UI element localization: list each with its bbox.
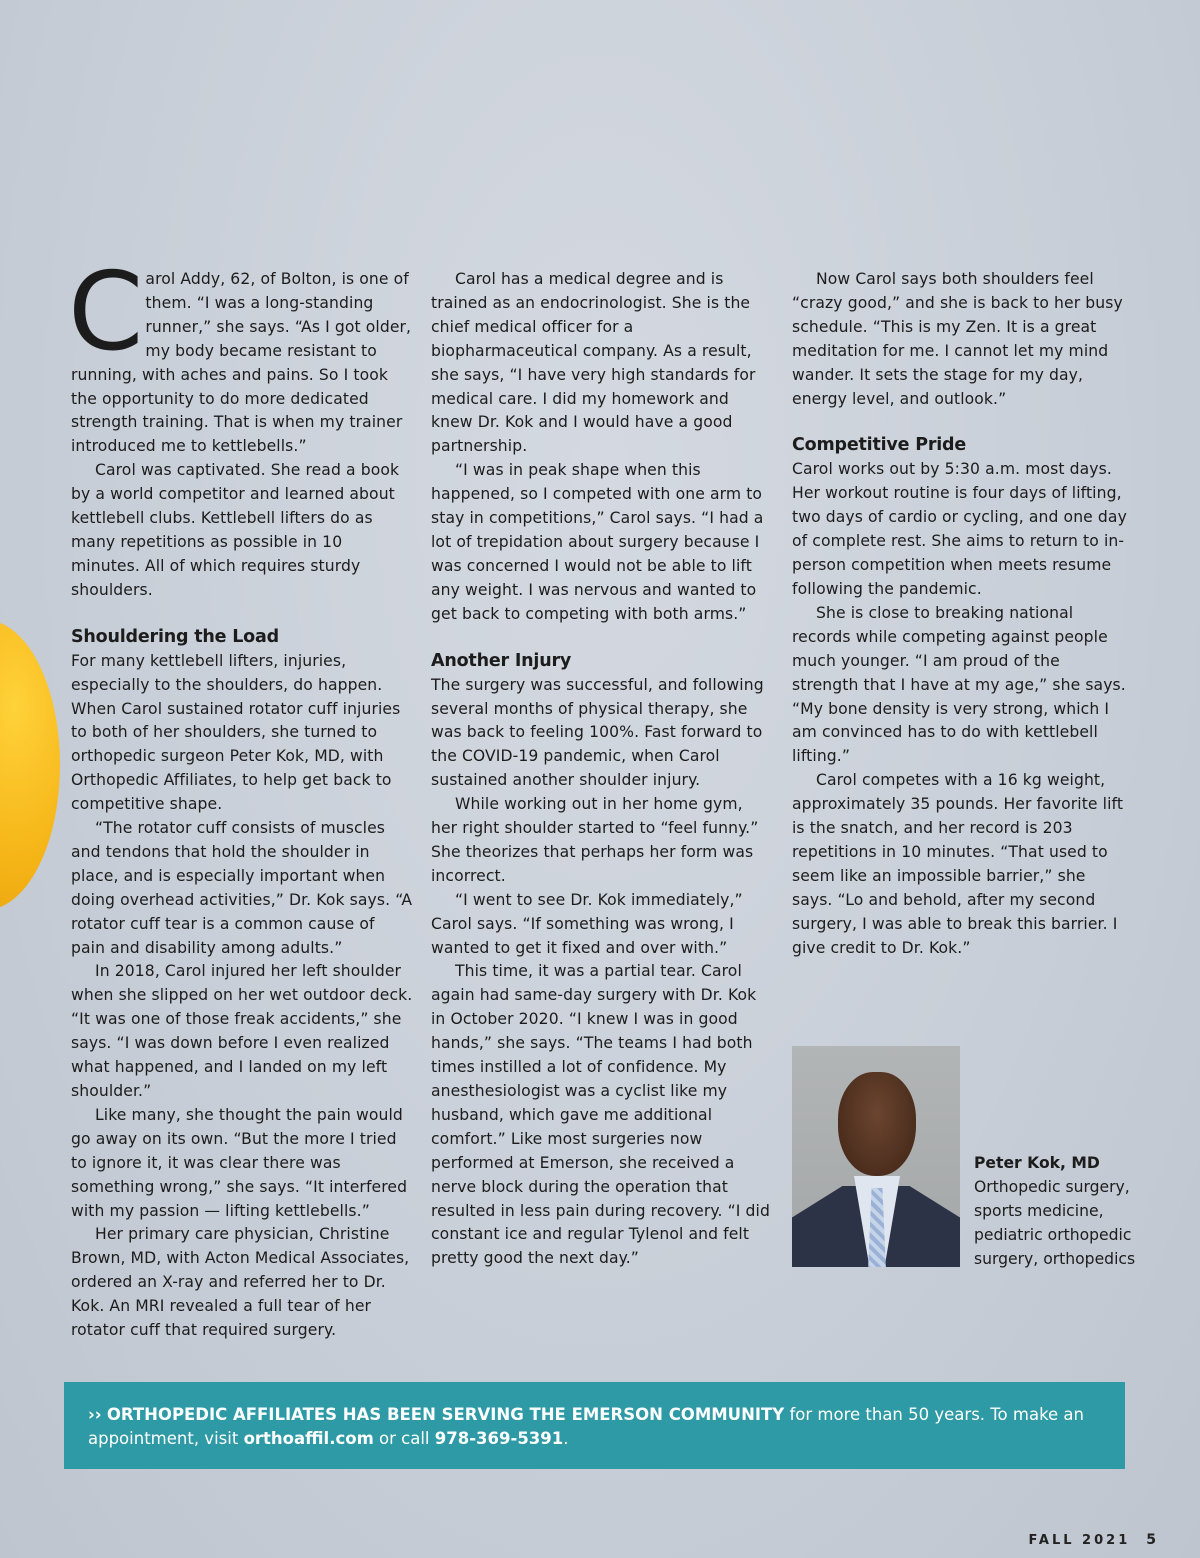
paragraph: This time, it was a partial tear. Carol again had same-day surgery with Dr. Kok in October 2020. “I knew I was in good hands,” she says. “The teams I had both times instilled a lot of confidence. My anesthesiologist was a cyclist like my husband, which gave me additional comfort.” Like most surgeries now performed at Emerson, she received a nerve block during the operation that resulted in less pain during recovery. “I did constant ice and regular Tylenol and felt pretty good the next day.” <box>431 962 770 1268</box>
banner-text: . <box>563 1429 569 1448</box>
paragraph: arol Addy, 62, of Bolton, is one of them. “I was a long-standing runner,” she says. “As I got older, my body became resistant to running, with aches and pains. So I took the opportunity to do more dedicated strength training. That is when my trainer introduced me to kettlebells.” <box>71 270 412 456</box>
page-footer <box>1029 1532 1156 1548</box>
section-heading: Shouldering the Load <box>71 626 279 647</box>
paragraph: Carol works out by 5:30 a.m. most days. Her workout routine is four days of lifting, two days of cardio or cycling, and one day of complete rest. She aims to return to in-person competition when meets resume following the pandemic. <box>792 460 1127 598</box>
paragraph: Like many, she thought the pain would go away on its own. “But the more I tried to ignore it, it was clear there was something wrong,” she says. “It interfered with my passion — lifting kettlebells.” <box>71 1105 408 1220</box>
paragraph: “I was in peak shape when this happened, so I competed with one arm to stay in competitions,” Carol says. “I had a lot of trepidation about surgery because I was concerned I would not be able to lift any weight. I was nervous and wanted to get back to competing with both arms.” <box>431 461 764 623</box>
banner-lead: ORTHOPEDIC AFFILIATES HAS BEEN SERVING THE EMERSON COMMUNITY <box>106 1405 785 1424</box>
article-column-1 <box>68 250 413 1343</box>
call-to-action-banner <box>64 1382 1125 1469</box>
section-heading: Competitive Pride <box>792 435 967 456</box>
website-link[interactable]: orthoaffil.com <box>243 1429 374 1448</box>
issue-label: FALL 2021 <box>1028 1533 1131 1548</box>
paragraph: “I went to see Dr. Kok immediately,” Carol says. “If something was wrong, I wanted to get it fixed and over with.” <box>431 890 743 957</box>
paragraph: Carol has a medical degree and is trained as an endocrinologist. She is the chief medical officer for a biopharmaceutical company. As a result, she says, “I have very high standards for medical care. I did my homework and knew Dr. Kok and I would have a good partnership. <box>431 270 756 456</box>
decorative-orb <box>0 620 60 910</box>
paragraph: While working out in her home gym, her right shoulder started to “feel funny.” She theorizes that perhaps her form was incorrect. <box>431 795 759 885</box>
doctor-portrait-photo <box>792 1046 960 1267</box>
paragraph: Now Carol says both shoulders feel “crazy good,” and she is back to her busy schedule. “This is my Zen. It is a great meditation for me. I cannot let my mind wander. It sets the stage for my day, energy level, and outlook.” <box>792 270 1123 408</box>
chevron-icon: ›› <box>88 1405 102 1424</box>
paragraph: For many kettlebell lifters, injuries, especially to the shoulders, do happen. When Carol sustained rotator cuff injuries to both of her shoulders, she turned to orthopedic surgeon Peter Kok, MD, with Orthopedic Affiliates, to help get back to competitive shape. <box>71 651 401 814</box>
doctor-name: Peter Kok, MD <box>974 1154 1100 1172</box>
banner-text: for more than 50 years. To make an appointment, visit <box>88 1405 1085 1448</box>
paragraph: Carol competes with a 16 kg weight, approximately 35 pounds. Her favorite lift is the snatch, and her record is 203 repetitions in 10 minutes. “That used to seem like an impossible barrier,” she says. “Lo and behold, after my second surgery, I was able to break this barrier. I give credit to Dr. Kok.” <box>792 771 1124 957</box>
paragraph: “The rotator cuff consists of muscles and tendons that hold the shoulder in place, and is especially important when doing overhead activities,” Dr. Kok says. “A rotator cuff tear is a common cause of pain and disability among adults.” <box>71 819 413 957</box>
page-number: 5 <box>1146 1532 1156 1548</box>
article-column-2 <box>431 268 773 1271</box>
portrait-head <box>838 1072 916 1176</box>
drop-cap: C <box>68 250 140 375</box>
banner-text: or call <box>373 1429 435 1448</box>
phone-number[interactable]: 978-369-5391 <box>434 1429 564 1448</box>
section-heading: Another Injury <box>431 650 572 671</box>
paragraph: Carol was captivated. She read a book by a world competitor and learned about kettlebell clubs. Kettlebell lifters do as many repetitions as possible in 10 minutes. All of which requires sturdy shoulders. <box>71 461 400 599</box>
doctor-specialties: Orthopedic surgery, sports medicine, pediatric orthopedic surgery, orthopedics <box>974 1177 1136 1268</box>
paragraph: In 2018, Carol injured her left shoulder when she slipped on her wet outdoor deck. “It was one of those freak accidents,” she says. “I was down before I even realized what happened, and I landed on my left shoulder.” <box>71 962 413 1100</box>
photo-caption <box>974 1152 1154 1272</box>
paragraph: The surgery was successful, and following several months of physical therapy, she was back to feeling 100%. Fast forward to the COVID-19 pandemic, when Carol sustained another shoulder injury. <box>431 675 764 790</box>
article-column-3 <box>792 268 1127 960</box>
paragraph: She is close to breaking national records while competing against people much younger. “I am proud of the strength that I have at my age,” she says. “My bone density is very strong, which I am convinced has to do with kettlebell lifting.” <box>792 603 1126 766</box>
paragraph: Her primary care physician, Christine Brown, MD, with Acton Medical Associates, ordered an X-ray and referred her to Dr. Kok. An MRI revealed a full tear of her rotator cuff that required surgery. <box>71 1225 410 1340</box>
